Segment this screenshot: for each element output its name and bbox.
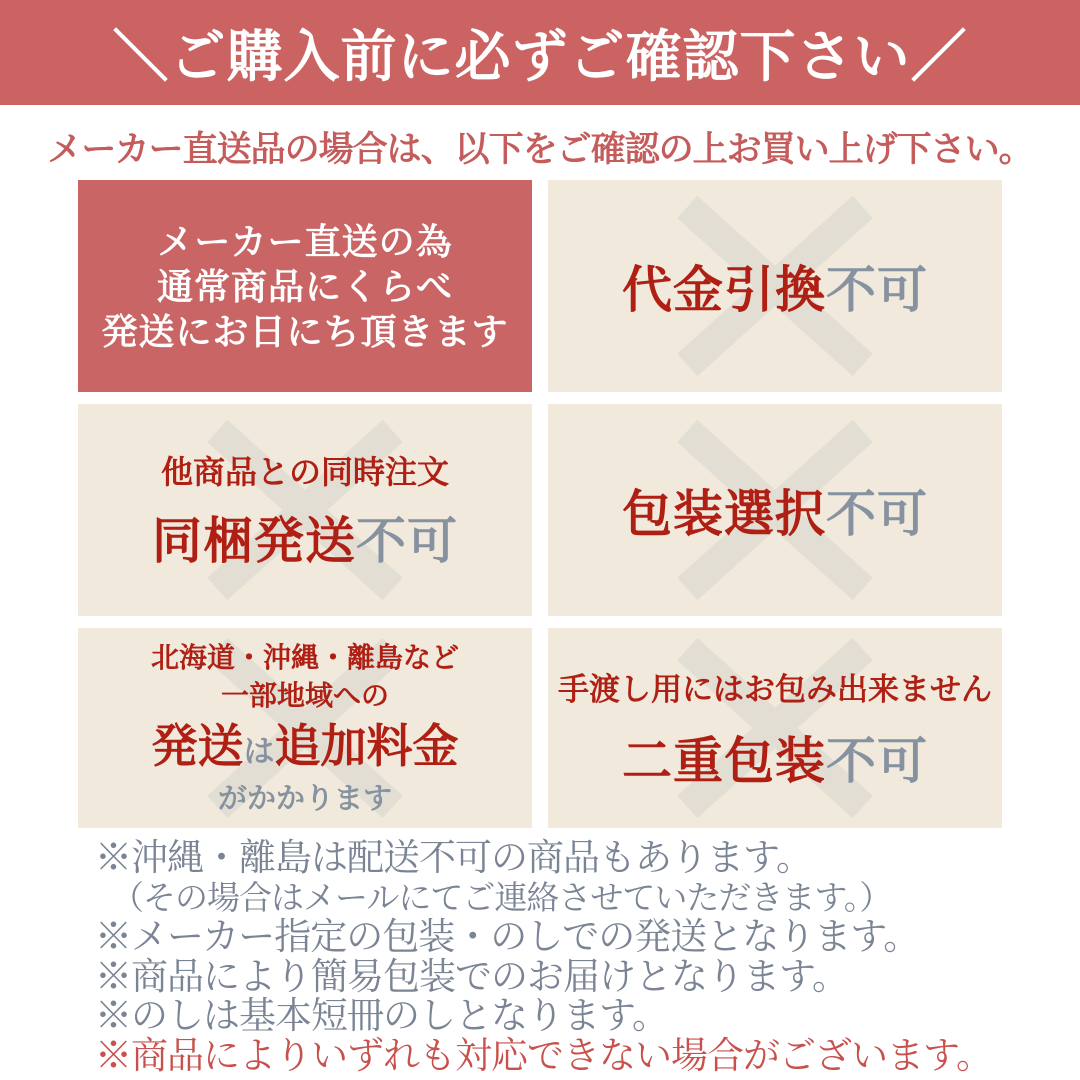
page-title: ＼ご購入前に必ずご確認下さい／ [112,24,968,88]
notice-box-cod [548,180,1002,392]
direct-shipping-text [101,219,508,354]
subtitle-text: メーカー直送品の場合は、以下をご確認の上お買い上げ下さい。 [47,130,1033,169]
wrapping-choice-gray: 不可 [826,486,928,542]
remote-fee-main-red-1: 発送 [151,719,244,772]
notice-box-direct-shipping [78,180,532,392]
note-maker-wrapping: ※メーカー指定の包装・のしでの発送となります。 [95,916,920,957]
remote-fee-main-line [151,719,459,774]
notice-box-double-wrap [548,628,1002,828]
bundle-label-red: 同梱発送 [152,513,356,569]
double-wrap-gray: 不可 [826,732,928,789]
header-banner [0,0,1080,105]
notice-box-bundle [78,404,532,616]
remote-fee-line-2: 一部地域への [220,679,389,711]
direct-shipping-line-3: 発送にお日にち頂きます [101,310,509,352]
direct-shipping-line-1: メーカー直送の為 [157,220,453,262]
footer-notes [95,838,1080,1075]
note-okinawa: ※沖縄・離島は配送不可の商品もあります。 [95,837,813,878]
wrapping-choice-red: 包装選択 [622,486,826,542]
bundle-label [152,501,458,573]
remote-fee-line-1: 北海道・沖縄・離島など [150,642,459,674]
remote-fee-bottom-line: がかかります [217,782,392,815]
direct-shipping-line-2: 通常商品にくらべ [156,265,453,307]
cod-label-red: 代金引換 [622,262,826,318]
note-okinawa-detail: （その場合はメールにてご連絡させていただきます。） [111,878,892,916]
note-not-supported: ※商品によりいずれも対応できない場合がございます。 [95,1034,993,1076]
double-wrap-label [558,721,992,793]
notice-grid [78,180,1002,828]
double-wrap-text [558,664,992,793]
double-wrap-red: 二重包装 [622,732,826,789]
remote-fee-text [151,639,459,817]
remote-fee-particle: は [243,733,275,769]
bundle-text [152,447,458,573]
wrapping-choice-label [622,474,928,546]
bundle-top-line: 他商品との同時注文 [160,454,449,490]
notice-box-remote-fee [78,628,532,828]
note-noshi: ※のしは基本短冊のしとなります。 [95,995,669,1036]
cod-label-gray: 不可 [826,262,928,318]
bundle-label-gray: 不可 [356,513,458,569]
notice-box-wrapping-choice [548,404,1002,616]
cod-label [622,250,928,322]
remote-fee-main-red-2: 追加料金 [274,719,459,772]
note-simple-wrapping: ※商品により簡易包装でのお届けとなります。 [95,955,849,997]
double-wrap-top-line: 手渡し用にはお包み出来ません [558,671,992,707]
